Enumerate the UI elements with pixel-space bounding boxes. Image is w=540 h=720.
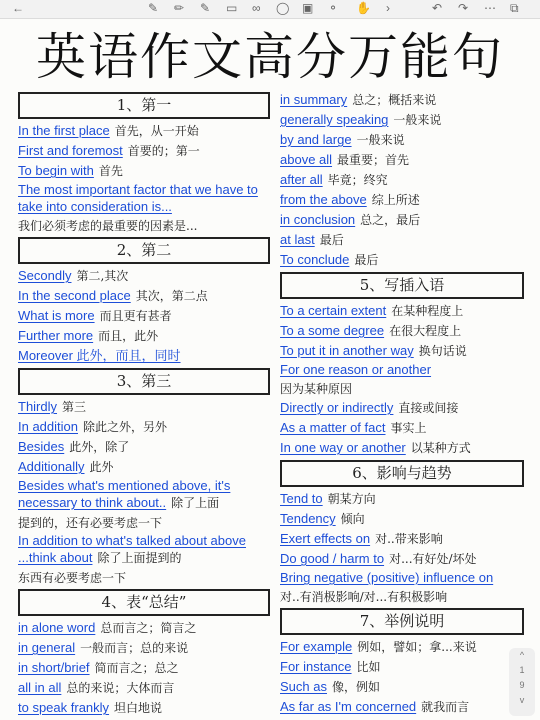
- english-phrase-link[interactable]: Bring negative (positive) influence on: [280, 570, 494, 585]
- chinese-translation: 最重要；首先: [337, 153, 410, 167]
- chinese-translation: 直接或间接: [398, 401, 459, 415]
- chinese-translation: 简而言之；总之: [94, 661, 179, 675]
- english-phrase-link[interactable]: For instance: [280, 659, 352, 674]
- chinese-translation: 以某种方式: [410, 441, 471, 455]
- redo-icon[interactable]: ↷: [458, 1, 469, 15]
- phrase-row: [18, 286, 270, 306]
- english-phrase-link[interactable]: after all: [280, 172, 323, 187]
- phrase-row: [280, 110, 524, 130]
- chinese-translation: 首要的；第一: [127, 144, 200, 158]
- page-up-icon[interactable]: ^: [519, 650, 525, 660]
- phrase-row: [280, 697, 524, 717]
- english-phrase-link[interactable]: above all: [280, 152, 333, 167]
- chinese-translation: 除此之外，另外: [83, 420, 168, 434]
- chinese-translation: 在很大程度上: [389, 324, 462, 338]
- english-phrase-link[interactable]: Directly or indirectly: [280, 400, 394, 415]
- chinese-translation: 综上所述: [371, 193, 420, 207]
- phrase-row: [280, 210, 524, 230]
- phrase-row: [18, 638, 270, 658]
- english-phrase-link[interactable]: For one reason or another: [280, 362, 432, 377]
- translation-line: 对..有消极影响/对...有积极影响: [280, 590, 448, 604]
- english-phrase-link[interactable]: at last: [280, 232, 315, 247]
- chinese-translation: 朝某方向: [327, 492, 376, 506]
- english-phrase-link[interactable]: Such as: [280, 679, 327, 694]
- english-phrase-link[interactable]: Secondly: [18, 268, 72, 283]
- section-heading: 7、举例说明: [280, 608, 524, 635]
- undo-icon[interactable]: ↶: [432, 1, 443, 15]
- chinese-translation: 事实上: [390, 421, 427, 435]
- chinese-translation: 总之，最后: [360, 213, 421, 227]
- hand-icon[interactable]: ✋: [356, 1, 371, 15]
- phrase-row: [18, 141, 270, 161]
- section-heading: 6、影响与趋势: [280, 460, 524, 487]
- translation-line: 我们必须考虑的最重要的因素是...: [18, 219, 198, 233]
- phrase-row: [280, 657, 524, 677]
- english-phrase-link[interactable]: In addition to what's talked about above ...think about: [18, 533, 246, 565]
- copy-icon[interactable]: ⧉: [510, 1, 519, 15]
- back-arrow-icon[interactable]: ←: [12, 1, 24, 15]
- english-phrase-link[interactable]: For example: [280, 639, 353, 654]
- chinese-translation: 最后: [354, 253, 379, 267]
- chinese-translation: 总的来说；大体而言: [66, 681, 175, 695]
- phrase-row: [18, 532, 270, 567]
- microphone-icon[interactable]: ⚬: [328, 1, 339, 15]
- chinese-translation: 像，例如: [331, 680, 380, 694]
- phrase-row: [280, 341, 524, 361]
- section-heading: 2、第二: [18, 237, 270, 264]
- phrase-row: [280, 321, 524, 341]
- english-phrase-link[interactable]: Besides what's mentioned above, it's necessary to think about..: [18, 478, 231, 510]
- lasso-icon[interactable]: ∞: [252, 1, 261, 15]
- page-down-icon[interactable]: v: [519, 695, 525, 705]
- pen-icon[interactable]: ✎: [148, 1, 159, 15]
- image-icon[interactable]: ▣: [302, 1, 314, 15]
- chinese-translation: 首先: [98, 164, 123, 178]
- phrase-row: [18, 698, 270, 718]
- section-heading: 4、表“总结”: [18, 589, 270, 616]
- phrase-row: [18, 417, 270, 437]
- english-phrase-link[interactable]: Additionally: [18, 459, 85, 474]
- phrase-row: [18, 457, 270, 477]
- english-phrase-link[interactable]: in conclusion: [280, 212, 356, 227]
- phrase-row: [280, 549, 524, 569]
- phrase-row: [280, 170, 524, 190]
- translation-line: 提到的，还有必要考虑一下: [18, 516, 163, 530]
- phrase-row: [280, 509, 524, 529]
- phrase-row: [280, 677, 524, 697]
- english-phrase-link[interactable]: To a some degree: [280, 323, 385, 338]
- english-phrase-link[interactable]: To conclude: [280, 252, 350, 267]
- chinese-translation: 对...有好处/坏处: [389, 552, 477, 566]
- phrase-row: [280, 230, 524, 250]
- chinese-translation: 首先，从一开始: [114, 124, 199, 138]
- english-phrase-link[interactable]: To begin with: [18, 163, 94, 178]
- english-phrase-link[interactable]: In the second place: [18, 288, 131, 303]
- english-phrase-link[interactable]: In addition: [18, 419, 78, 434]
- english-phrase-link[interactable]: to speak frankly: [18, 700, 110, 715]
- chevron-right-icon[interactable]: ›: [386, 1, 390, 15]
- phrase-row: [280, 489, 524, 509]
- english-phrase-link[interactable]: Tend to: [280, 491, 323, 506]
- english-phrase-link[interactable]: from the above: [280, 192, 367, 207]
- drawing-toolbar: [0, 0, 540, 19]
- english-phrase-link[interactable]: The most important factor that we have to take into consideration is...: [18, 182, 258, 214]
- phrase-row: [18, 618, 270, 638]
- phrase-row: [280, 250, 524, 270]
- phrase-row: [18, 326, 270, 346]
- chinese-translation: 最后: [319, 233, 344, 247]
- chinese-translation: 而且更有甚者: [99, 309, 172, 323]
- highlighter-icon[interactable]: ✎: [200, 1, 211, 15]
- section-heading: 1、第一: [18, 92, 270, 119]
- phrase-row: [18, 266, 270, 286]
- english-phrase-link[interactable]: by and large: [280, 132, 352, 147]
- phrase-row: [280, 150, 524, 170]
- english-phrase-link[interactable]: Besides: [18, 439, 65, 454]
- chinese-translation: 此外，除了: [69, 440, 130, 454]
- phrase-row: [280, 398, 524, 418]
- left-column: [18, 90, 270, 718]
- chinese-translation: 除了上面: [171, 496, 220, 510]
- phrase-row: [280, 361, 524, 378]
- english-phrase-link[interactable]: Do good / harm to: [280, 551, 385, 566]
- phrase-row: [280, 569, 524, 586]
- phrase-row: [280, 637, 524, 657]
- translation-line: 因为某种原因: [280, 382, 353, 396]
- english-phrase-link[interactable]: Tendency: [280, 511, 336, 526]
- english-phrase-link[interactable]: As far as I'm concerned: [280, 699, 417, 714]
- chinese-translation: 一般来说: [393, 113, 442, 127]
- phrase-row: [18, 658, 270, 678]
- english-phrase-link[interactable]: As a matter of fact: [280, 420, 386, 435]
- english-phrase-link[interactable]: Moreover 此外，而且，同时: [18, 348, 181, 363]
- phrase-row: [18, 181, 270, 215]
- english-phrase-link[interactable]: First and foremost: [18, 143, 123, 158]
- english-phrase-link[interactable]: all in all: [18, 680, 62, 695]
- right-column: [280, 90, 524, 717]
- section-heading: 5、写插入语: [280, 272, 524, 299]
- page-title: 英语作文高分万能句: [36, 28, 504, 86]
- english-phrase-link[interactable]: What is more: [18, 308, 95, 323]
- english-phrase-link[interactable]: generally speaking: [280, 112, 389, 127]
- chinese-translation: 总而言之；简言之: [100, 621, 197, 635]
- phrase-row: [18, 477, 270, 512]
- phrase-row: [18, 346, 270, 366]
- translation-line: 东西有必要考虑一下: [18, 571, 127, 585]
- chinese-translation: 此外: [89, 460, 114, 474]
- phrase-row: [18, 306, 270, 326]
- english-phrase-link[interactable]: To a certain extent: [280, 303, 387, 318]
- english-phrase-link[interactable]: In the first place: [18, 123, 110, 138]
- chinese-translation: 比如: [356, 660, 381, 674]
- chinese-translation: 除了上面提到的: [97, 551, 182, 565]
- phrase-row: [280, 438, 524, 458]
- phrase-row: [280, 190, 524, 210]
- section-heading: 3、第三: [18, 368, 270, 395]
- chinese-translation: 第三: [62, 400, 87, 414]
- chinese-translation: 对..带来影响: [375, 532, 443, 546]
- english-phrase-link[interactable]: To put it in another way: [280, 343, 414, 358]
- english-phrase-link[interactable]: in short/brief: [18, 660, 90, 675]
- more-icon[interactable]: ⋯: [484, 1, 496, 15]
- english-phrase-link[interactable]: In one way or another: [280, 440, 406, 455]
- chinese-translation: 第二,其次: [76, 269, 129, 283]
- chinese-translation: 一般来说: [356, 133, 405, 147]
- phrase-row: [18, 121, 270, 141]
- chinese-translation: 毕竟；终究: [327, 173, 388, 187]
- pen-icon-2[interactable]: ✏: [174, 1, 185, 15]
- chinese-translation: 而且，此外: [98, 329, 159, 343]
- chinese-translation: 例如，譬如；拿...来说: [357, 640, 477, 654]
- english-phrase-link[interactable]: Exert effects on: [280, 531, 371, 546]
- english-phrase-link[interactable]: in summary: [280, 92, 348, 107]
- phrase-row: [280, 529, 524, 549]
- chinese-translation: 在某种程度上: [391, 304, 464, 318]
- phrase-row: [18, 437, 270, 457]
- chinese-translation: 其次，第二点: [135, 289, 208, 303]
- phrase-row: [18, 397, 270, 417]
- chinese-translation: 换句话说: [418, 344, 467, 358]
- chinese-translation: 倾向: [340, 512, 365, 526]
- shapes-icon[interactable]: ◯: [276, 1, 290, 15]
- english-phrase-link[interactable]: in general: [18, 640, 76, 655]
- total-pages: 9: [519, 680, 525, 690]
- english-phrase-link[interactable]: Thirdly: [18, 399, 58, 414]
- chinese-translation: 坦白地说: [114, 701, 163, 715]
- phrase-row: [280, 130, 524, 150]
- current-page: 1: [519, 665, 525, 675]
- chinese-translation: 总之；概括来说: [352, 93, 437, 107]
- phrase-row: [280, 418, 524, 438]
- phrase-row: [18, 161, 270, 181]
- english-phrase-link[interactable]: in alone word: [18, 620, 96, 635]
- eraser-icon[interactable]: ▭: [226, 1, 238, 15]
- chinese-translation: 就我而言: [421, 700, 470, 714]
- page-navigator: [509, 648, 535, 716]
- phrase-row: [280, 90, 524, 110]
- english-phrase-link[interactable]: Further more: [18, 328, 94, 343]
- phrase-row: [18, 678, 270, 698]
- phrase-row: [280, 301, 524, 321]
- chinese-translation: 一般而言；总的来说: [80, 641, 189, 655]
